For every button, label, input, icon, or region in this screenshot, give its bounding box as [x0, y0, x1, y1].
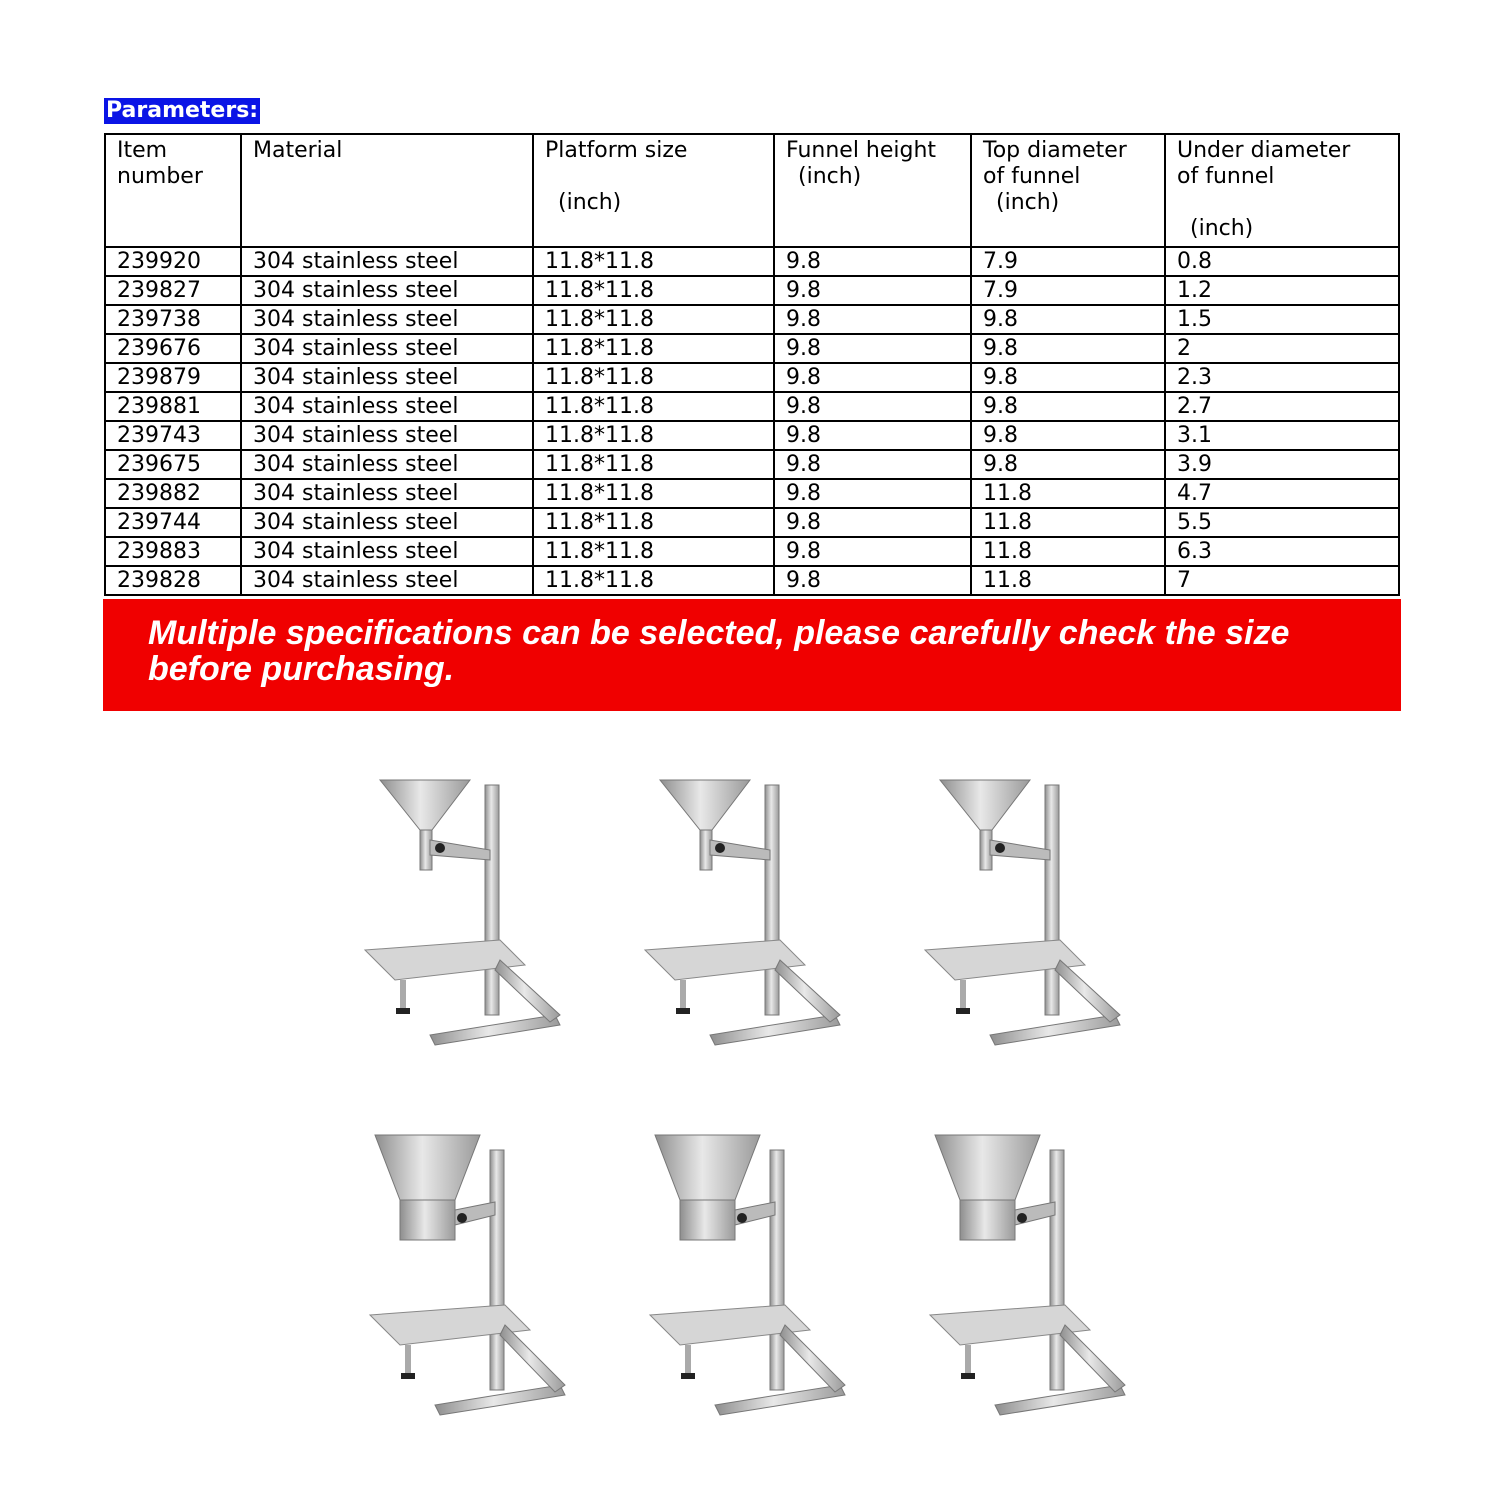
cell-under-diameter: 0.8 [1165, 247, 1399, 276]
cell-top-diameter: 9.8 [971, 392, 1165, 421]
header-material: Material [241, 134, 533, 247]
cell-top-diameter: 7.9 [971, 247, 1165, 276]
cell-item-number: 239920 [105, 247, 241, 276]
header-top-diameter: Top diameter of funnel (inch) [971, 134, 1165, 247]
cell-platform-size: 11.8*11.8 [533, 392, 774, 421]
cell-item-number: 239675 [105, 450, 241, 479]
table-row [105, 566, 1399, 595]
funnel-stand-icon [630, 1130, 890, 1430]
table-row [105, 508, 1399, 537]
funnel-stand-icon [910, 760, 1170, 1060]
cell-under-diameter: 2 [1165, 334, 1399, 363]
cell-material: 304 stainless steel [241, 305, 533, 334]
cell-item-number: 239879 [105, 363, 241, 392]
cell-material: 304 stainless steel [241, 537, 533, 566]
cell-platform-size: 11.8*11.8 [533, 276, 774, 305]
cell-material: 304 stainless steel [241, 566, 533, 595]
cell-under-diameter: 5.5 [1165, 508, 1399, 537]
cell-funnel-height: 9.8 [774, 247, 971, 276]
table-row [105, 363, 1399, 392]
cell-material: 304 stainless steel [241, 421, 533, 450]
cell-platform-size: 11.8*11.8 [533, 537, 774, 566]
cell-platform-size: 11.8*11.8 [533, 479, 774, 508]
cell-under-diameter: 3.1 [1165, 421, 1399, 450]
cell-under-diameter: 1.2 [1165, 276, 1399, 305]
cell-material: 304 stainless steel [241, 508, 533, 537]
funnel-stand-icon [910, 1130, 1170, 1430]
cell-platform-size: 11.8*11.8 [533, 421, 774, 450]
cell-top-diameter: 9.8 [971, 450, 1165, 479]
cell-top-diameter: 9.8 [971, 305, 1165, 334]
cell-funnel-height: 9.8 [774, 276, 971, 305]
parameters-table [104, 133, 1400, 596]
funnel-stand-icon [630, 760, 890, 1060]
cell-funnel-height: 9.8 [774, 305, 971, 334]
cell-item-number: 239882 [105, 479, 241, 508]
cell-top-diameter: 9.8 [971, 334, 1165, 363]
cell-under-diameter: 2.7 [1165, 392, 1399, 421]
notice-banner: Multiple specifications can be selected, please carefully check the size before purchasing. [103, 599, 1401, 711]
header-under-diameter: Under diameter of funnel (inch) [1165, 134, 1399, 247]
cell-item-number: 239743 [105, 421, 241, 450]
table-row [105, 421, 1399, 450]
cell-material: 304 stainless steel [241, 450, 533, 479]
cell-under-diameter: 1.5 [1165, 305, 1399, 334]
header-item-number: Item number [105, 134, 241, 247]
cell-item-number: 239738 [105, 305, 241, 334]
cell-platform-size: 11.8*11.8 [533, 508, 774, 537]
table-row [105, 305, 1399, 334]
table-row [105, 537, 1399, 566]
cell-item-number: 239881 [105, 392, 241, 421]
cell-material: 304 stainless steel [241, 392, 533, 421]
funnel-stand-icon [350, 1130, 610, 1430]
table-header [105, 134, 1399, 247]
table-row [105, 479, 1399, 508]
cell-material: 304 stainless steel [241, 334, 533, 363]
cell-platform-size: 11.8*11.8 [533, 305, 774, 334]
cell-funnel-height: 9.8 [774, 508, 971, 537]
cell-top-diameter: 11.8 [971, 537, 1165, 566]
cell-under-diameter: 7 [1165, 566, 1399, 595]
cell-under-diameter: 4.7 [1165, 479, 1399, 508]
cell-material: 304 stainless steel [241, 479, 533, 508]
table-row [105, 392, 1399, 421]
cell-platform-size: 11.8*11.8 [533, 247, 774, 276]
cell-platform-size: 11.8*11.8 [533, 450, 774, 479]
cell-material: 304 stainless steel [241, 247, 533, 276]
cell-under-diameter: 2.3 [1165, 363, 1399, 392]
cell-under-diameter: 3.9 [1165, 450, 1399, 479]
header-funnel-height: Funnel height (inch) [774, 134, 971, 247]
cell-funnel-height: 9.8 [774, 450, 971, 479]
parameters-heading: Parameters: [106, 98, 259, 123]
cell-funnel-height: 9.8 [774, 537, 971, 566]
cell-item-number: 239828 [105, 566, 241, 595]
cell-top-diameter: 11.8 [971, 508, 1165, 537]
cell-material: 304 stainless steel [241, 363, 533, 392]
cell-item-number: 239883 [105, 537, 241, 566]
cell-platform-size: 11.8*11.8 [533, 363, 774, 392]
cell-item-number: 239827 [105, 276, 241, 305]
cell-top-diameter: 9.8 [971, 363, 1165, 392]
table-row [105, 334, 1399, 363]
cell-funnel-height: 9.8 [774, 421, 971, 450]
table-body [105, 247, 1399, 595]
cell-platform-size: 11.8*11.8 [533, 566, 774, 595]
cell-funnel-height: 9.8 [774, 334, 971, 363]
cell-funnel-height: 9.8 [774, 479, 971, 508]
cell-funnel-height: 9.8 [774, 392, 971, 421]
cell-item-number: 239676 [105, 334, 241, 363]
cell-material: 304 stainless steel [241, 276, 533, 305]
cell-funnel-height: 9.8 [774, 363, 971, 392]
cell-under-diameter: 6.3 [1165, 537, 1399, 566]
table-row [105, 276, 1399, 305]
cell-item-number: 239744 [105, 508, 241, 537]
cell-top-diameter: 9.8 [971, 421, 1165, 450]
cell-top-diameter: 11.8 [971, 566, 1165, 595]
cell-top-diameter: 11.8 [971, 479, 1165, 508]
cell-top-diameter: 7.9 [971, 276, 1165, 305]
product-photos [350, 760, 1150, 1440]
cell-platform-size: 11.8*11.8 [533, 334, 774, 363]
table-row [105, 450, 1399, 479]
table-row [105, 247, 1399, 276]
cell-funnel-height: 9.8 [774, 566, 971, 595]
funnel-stand-icon [350, 760, 610, 1060]
header-platform-size: Platform size (inch) [533, 134, 774, 247]
